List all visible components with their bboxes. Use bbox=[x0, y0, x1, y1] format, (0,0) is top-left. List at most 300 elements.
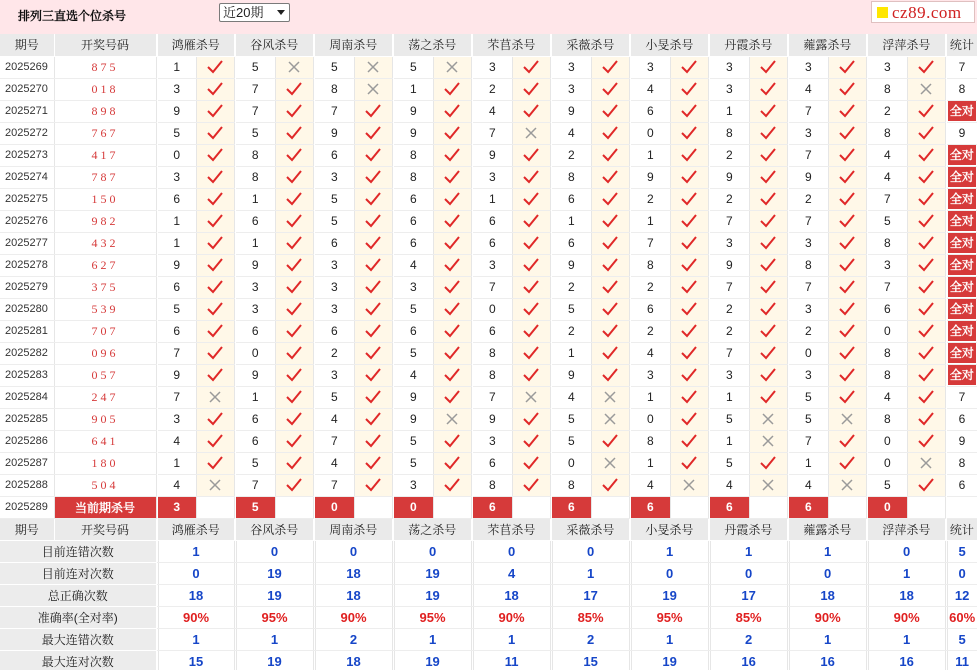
check-icon bbox=[670, 342, 708, 364]
current-kill-blank bbox=[749, 496, 787, 518]
check-icon bbox=[828, 276, 866, 298]
check-icon bbox=[275, 210, 313, 232]
period-cell: 2025277 bbox=[0, 232, 54, 254]
summary-value: 4 bbox=[473, 562, 550, 584]
check-icon bbox=[828, 144, 866, 166]
check-icon bbox=[196, 298, 234, 320]
check-icon bbox=[433, 210, 471, 232]
stat-cell bbox=[947, 276, 977, 298]
summary-value: 18 bbox=[868, 584, 945, 606]
check-icon bbox=[512, 78, 550, 100]
kill-number-cell: 2 bbox=[868, 100, 907, 122]
kill-number-cell: 8 bbox=[868, 364, 907, 386]
summary-value: 18 bbox=[315, 562, 392, 584]
stat-cell: 8 bbox=[947, 452, 977, 474]
check-icon bbox=[749, 386, 787, 408]
summary-row bbox=[0, 628, 977, 650]
winning-number-cell: 982 bbox=[54, 210, 156, 232]
kill-number-cell: 5 bbox=[552, 408, 591, 430]
check-icon bbox=[907, 144, 945, 166]
summary-value: 0 bbox=[868, 540, 945, 562]
check-icon bbox=[512, 100, 550, 122]
period-cell: 2025272 bbox=[0, 122, 54, 144]
header-expert: 谷风杀号 bbox=[236, 34, 313, 56]
check-icon bbox=[196, 78, 234, 100]
kill-number-cell: 3 bbox=[394, 276, 433, 298]
kill-number-cell: 1 bbox=[158, 56, 196, 78]
check-icon bbox=[512, 320, 550, 342]
summary-row bbox=[0, 606, 977, 628]
check-icon bbox=[828, 188, 866, 210]
table-row bbox=[0, 78, 977, 100]
site-logo[interactable] bbox=[871, 1, 975, 23]
period-cell: 2025287 bbox=[0, 452, 54, 474]
check-icon bbox=[354, 430, 392, 452]
check-icon bbox=[354, 276, 392, 298]
check-icon bbox=[275, 320, 313, 342]
summary-value: 0 bbox=[631, 562, 708, 584]
table-row bbox=[0, 232, 977, 254]
summary-value: 95% bbox=[394, 606, 471, 628]
kill-number-cell: 4 bbox=[473, 100, 512, 122]
check-icon bbox=[433, 188, 471, 210]
kill-number-cell: 5 bbox=[868, 474, 907, 496]
current-kill-number: 3 bbox=[158, 496, 196, 518]
kill-number-cell: 8 bbox=[236, 166, 275, 188]
current-period-row bbox=[0, 496, 977, 518]
kill-number-cell: 3 bbox=[710, 56, 749, 78]
kill-number-cell: 6 bbox=[631, 100, 670, 122]
summary-value: 90% bbox=[789, 606, 866, 628]
check-icon bbox=[512, 144, 550, 166]
check-icon bbox=[828, 232, 866, 254]
kill-number-cell: 9 bbox=[710, 166, 749, 188]
summary-value: 16 bbox=[710, 650, 787, 670]
check-icon bbox=[670, 408, 708, 430]
check-icon bbox=[828, 320, 866, 342]
kill-number-cell: 1 bbox=[236, 232, 275, 254]
header-expert: 蕹露杀号 bbox=[789, 34, 866, 56]
check-icon bbox=[907, 254, 945, 276]
kill-number-cell: 8 bbox=[789, 254, 828, 276]
winning-number-cell: 018 bbox=[54, 78, 156, 100]
kill-number-cell: 6 bbox=[158, 320, 196, 342]
period-cell: 2025283 bbox=[0, 364, 54, 386]
period-cell: 2025285 bbox=[0, 408, 54, 430]
top-bar bbox=[0, 0, 977, 34]
kill-number-cell: 0 bbox=[473, 298, 512, 320]
kill-number-cell: 1 bbox=[158, 210, 196, 232]
header-expert: 荡之杀号 bbox=[394, 34, 471, 56]
check-icon bbox=[749, 56, 787, 78]
kill-number-cell: 1 bbox=[631, 210, 670, 232]
check-icon bbox=[512, 210, 550, 232]
table-row bbox=[0, 166, 977, 188]
check-icon bbox=[749, 122, 787, 144]
winning-number-cell: 875 bbox=[54, 56, 156, 78]
period-range-value: 近20期 bbox=[223, 5, 264, 20]
header-expert: 芣苢杀号 bbox=[473, 518, 550, 540]
check-icon bbox=[591, 232, 629, 254]
summary-value: 1 bbox=[158, 628, 234, 650]
kill-number-cell: 1 bbox=[710, 430, 749, 452]
check-icon bbox=[591, 188, 629, 210]
check-icon bbox=[433, 122, 471, 144]
kill-number-cell: 5 bbox=[394, 56, 433, 78]
summary-value: 95% bbox=[236, 606, 313, 628]
kill-number-cell: 7 bbox=[710, 210, 749, 232]
all-correct-badge: 全对 bbox=[948, 299, 976, 319]
kill-number-cell: 1 bbox=[236, 386, 275, 408]
check-icon bbox=[354, 210, 392, 232]
check-icon bbox=[196, 408, 234, 430]
summary-value: 1 bbox=[631, 628, 708, 650]
current-kill-number: 0 bbox=[868, 496, 907, 518]
winning-number-cell: 787 bbox=[54, 166, 156, 188]
kill-number-cell: 3 bbox=[789, 122, 828, 144]
check-icon bbox=[275, 166, 313, 188]
kill-number-cell: 5 bbox=[394, 298, 433, 320]
kill-number-cell: 6 bbox=[236, 408, 275, 430]
kill-number-cell: 2 bbox=[631, 276, 670, 298]
summary-label: 最大连错次数 bbox=[0, 628, 156, 650]
kill-number-cell: 3 bbox=[868, 56, 907, 78]
check-icon bbox=[907, 232, 945, 254]
check-icon bbox=[196, 364, 234, 386]
summary-stat: 5 bbox=[947, 628, 977, 650]
check-icon bbox=[828, 342, 866, 364]
stat-cell bbox=[947, 342, 977, 364]
kill-number-cell: 5 bbox=[236, 122, 275, 144]
kill-number-cell: 3 bbox=[868, 254, 907, 276]
winning-number-cell: 641 bbox=[54, 430, 156, 452]
check-icon bbox=[670, 430, 708, 452]
all-correct-badge: 全对 bbox=[948, 365, 976, 385]
summary-value: 18 bbox=[473, 584, 550, 606]
cross-icon bbox=[196, 386, 234, 408]
check-icon bbox=[907, 386, 945, 408]
kill-number-cell: 4 bbox=[631, 474, 670, 496]
summary-value: 16 bbox=[868, 650, 945, 670]
kill-number-cell: 7 bbox=[868, 276, 907, 298]
kill-number-cell: 2 bbox=[631, 320, 670, 342]
stat-cell bbox=[947, 144, 977, 166]
kill-number-cell: 9 bbox=[473, 408, 512, 430]
check-icon bbox=[670, 386, 708, 408]
current-kill-number: 6 bbox=[552, 496, 591, 518]
kill-number-cell: 9 bbox=[552, 364, 591, 386]
check-icon bbox=[354, 166, 392, 188]
kill-number-cell: 7 bbox=[236, 78, 275, 100]
table-row bbox=[0, 210, 977, 232]
header-row bbox=[0, 34, 977, 56]
kill-number-cell: 7 bbox=[710, 342, 749, 364]
cross-icon bbox=[433, 408, 471, 430]
period-range-select[interactable] bbox=[219, 3, 290, 22]
summary-row bbox=[0, 562, 977, 584]
check-icon bbox=[196, 430, 234, 452]
kill-number-cell: 7 bbox=[710, 276, 749, 298]
check-icon bbox=[749, 452, 787, 474]
summary-value: 16 bbox=[789, 650, 866, 670]
kill-number-cell: 1 bbox=[631, 386, 670, 408]
check-icon bbox=[512, 232, 550, 254]
check-icon bbox=[907, 342, 945, 364]
kill-number-cell: 0 bbox=[789, 342, 828, 364]
check-icon bbox=[275, 188, 313, 210]
kill-number-cell: 6 bbox=[315, 232, 354, 254]
kill-number-cell: 8 bbox=[394, 166, 433, 188]
check-icon bbox=[828, 364, 866, 386]
summary-value: 1 bbox=[394, 628, 471, 650]
all-correct-badge: 全对 bbox=[948, 233, 976, 253]
kill-number-cell: 6 bbox=[868, 298, 907, 320]
check-icon bbox=[749, 100, 787, 122]
check-icon bbox=[196, 320, 234, 342]
kill-number-cell: 2 bbox=[473, 78, 512, 100]
stat-cell: 7 bbox=[947, 386, 977, 408]
check-icon bbox=[433, 320, 471, 342]
kill-number-table bbox=[0, 34, 977, 670]
summary-stat: 12 bbox=[947, 584, 977, 606]
kill-number-cell: 6 bbox=[473, 320, 512, 342]
cross-icon bbox=[433, 56, 471, 78]
all-correct-badge: 全对 bbox=[948, 277, 976, 297]
kill-number-cell: 8 bbox=[868, 122, 907, 144]
summary-label: 总正确次数 bbox=[0, 584, 156, 606]
kill-number-cell: 9 bbox=[158, 364, 196, 386]
summary-value: 1 bbox=[236, 628, 313, 650]
check-icon bbox=[749, 210, 787, 232]
check-icon bbox=[591, 474, 629, 496]
summary-value: 1 bbox=[789, 628, 866, 650]
check-icon bbox=[749, 364, 787, 386]
header-stat: 统计 bbox=[947, 34, 977, 56]
header-expert: 周南杀号 bbox=[315, 518, 392, 540]
kill-number-cell: 5 bbox=[236, 452, 275, 474]
kill-number-cell: 5 bbox=[315, 56, 354, 78]
kill-number-cell: 6 bbox=[552, 188, 591, 210]
kill-number-cell: 5 bbox=[394, 430, 433, 452]
header-expert: 谷风杀号 bbox=[236, 518, 313, 540]
check-icon bbox=[907, 364, 945, 386]
cross-icon bbox=[670, 474, 708, 496]
period-cell: 2025288 bbox=[0, 474, 54, 496]
check-icon bbox=[907, 298, 945, 320]
summary-value: 1 bbox=[631, 540, 708, 562]
kill-number-cell: 6 bbox=[236, 210, 275, 232]
check-icon bbox=[907, 210, 945, 232]
kill-number-cell: 6 bbox=[552, 232, 591, 254]
current-kill-blank bbox=[275, 496, 313, 518]
kill-number-cell: 3 bbox=[315, 298, 354, 320]
kill-number-cell: 2 bbox=[789, 320, 828, 342]
kill-number-cell: 7 bbox=[236, 474, 275, 496]
kill-number-cell: 5 bbox=[315, 386, 354, 408]
summary-value: 0 bbox=[552, 540, 629, 562]
check-icon bbox=[749, 144, 787, 166]
kill-number-cell: 2 bbox=[552, 276, 591, 298]
all-correct-badge: 全对 bbox=[948, 101, 976, 121]
summary-value: 18 bbox=[789, 584, 866, 606]
kill-number-cell: 7 bbox=[631, 232, 670, 254]
current-stat-blank bbox=[947, 496, 977, 518]
check-icon bbox=[591, 364, 629, 386]
kill-number-cell: 3 bbox=[789, 232, 828, 254]
check-icon bbox=[591, 56, 629, 78]
cross-icon bbox=[828, 474, 866, 496]
period-cell: 2025273 bbox=[0, 144, 54, 166]
kill-number-cell: 2 bbox=[552, 320, 591, 342]
kill-number-cell: 3 bbox=[158, 166, 196, 188]
cross-icon bbox=[749, 408, 787, 430]
check-icon bbox=[275, 408, 313, 430]
check-icon bbox=[749, 232, 787, 254]
kill-number-cell: 2 bbox=[710, 298, 749, 320]
table-row bbox=[0, 430, 977, 452]
check-icon bbox=[670, 254, 708, 276]
kill-number-cell: 6 bbox=[394, 320, 433, 342]
check-icon bbox=[512, 56, 550, 78]
summary-value: 85% bbox=[552, 606, 629, 628]
check-icon bbox=[828, 56, 866, 78]
summary-label: 目前连错次数 bbox=[0, 540, 156, 562]
check-icon bbox=[907, 188, 945, 210]
chevron-down-icon bbox=[277, 10, 285, 15]
header-period: 期号 bbox=[0, 518, 54, 540]
kill-number-cell: 8 bbox=[394, 144, 433, 166]
period-cell: 2025276 bbox=[0, 210, 54, 232]
kill-number-cell: 9 bbox=[789, 166, 828, 188]
check-icon bbox=[196, 452, 234, 474]
cross-icon bbox=[749, 474, 787, 496]
cross-icon bbox=[354, 56, 392, 78]
check-icon bbox=[591, 298, 629, 320]
kill-number-cell: 6 bbox=[236, 430, 275, 452]
summary-value: 0 bbox=[236, 540, 313, 562]
summary-value: 11 bbox=[473, 650, 550, 670]
kill-number-cell: 8 bbox=[552, 166, 591, 188]
check-icon bbox=[275, 430, 313, 452]
kill-number-cell: 3 bbox=[473, 166, 512, 188]
kill-number-cell: 7 bbox=[158, 342, 196, 364]
kill-number-cell: 6 bbox=[315, 144, 354, 166]
check-icon bbox=[907, 122, 945, 144]
check-icon bbox=[354, 122, 392, 144]
check-icon bbox=[354, 474, 392, 496]
check-icon bbox=[196, 166, 234, 188]
header-expert: 丹霞杀号 bbox=[710, 34, 787, 56]
kill-number-cell: 6 bbox=[394, 210, 433, 232]
kill-number-cell: 1 bbox=[236, 188, 275, 210]
kill-number-cell: 3 bbox=[710, 78, 749, 100]
check-icon bbox=[512, 474, 550, 496]
check-icon bbox=[354, 298, 392, 320]
cross-icon bbox=[591, 408, 629, 430]
kill-number-cell: 1 bbox=[631, 144, 670, 166]
check-icon bbox=[828, 210, 866, 232]
table-row bbox=[0, 342, 977, 364]
header-period: 期号 bbox=[0, 34, 54, 56]
check-icon bbox=[591, 276, 629, 298]
header-expert: 浮萍杀号 bbox=[868, 518, 945, 540]
check-icon bbox=[591, 144, 629, 166]
kill-number-cell: 0 bbox=[552, 452, 591, 474]
check-icon bbox=[749, 342, 787, 364]
summary-value: 19 bbox=[394, 650, 471, 670]
check-icon bbox=[512, 364, 550, 386]
summary-value: 1 bbox=[868, 628, 945, 650]
summary-row bbox=[0, 540, 977, 562]
logo-square-icon bbox=[877, 7, 888, 18]
check-icon bbox=[591, 166, 629, 188]
check-icon bbox=[512, 298, 550, 320]
winning-number-cell: 150 bbox=[54, 188, 156, 210]
kill-number-cell: 7 bbox=[789, 210, 828, 232]
kill-number-cell: 6 bbox=[236, 320, 275, 342]
table-row bbox=[0, 188, 977, 210]
kill-number-cell: 3 bbox=[236, 298, 275, 320]
summary-stat: 60% bbox=[947, 606, 977, 628]
summary-value: 19 bbox=[236, 650, 313, 670]
kill-number-cell: 0 bbox=[158, 144, 196, 166]
summary-value: 90% bbox=[473, 606, 550, 628]
winning-number-cell: 627 bbox=[54, 254, 156, 276]
check-icon bbox=[275, 298, 313, 320]
header-expert: 采薇杀号 bbox=[552, 518, 629, 540]
check-icon bbox=[433, 276, 471, 298]
check-icon bbox=[275, 144, 313, 166]
kill-number-cell: 3 bbox=[552, 78, 591, 100]
header-expert: 采薇杀号 bbox=[552, 34, 629, 56]
kill-number-cell: 4 bbox=[315, 408, 354, 430]
kill-number-cell: 9 bbox=[473, 144, 512, 166]
check-icon bbox=[512, 430, 550, 452]
kill-number-cell: 3 bbox=[315, 166, 354, 188]
kill-number-cell: 3 bbox=[158, 408, 196, 430]
header-expert: 周南杀号 bbox=[315, 34, 392, 56]
kill-number-cell: 4 bbox=[789, 78, 828, 100]
check-icon bbox=[749, 276, 787, 298]
kill-number-cell: 3 bbox=[158, 78, 196, 100]
kill-number-cell: 3 bbox=[710, 232, 749, 254]
kill-number-cell: 7 bbox=[789, 144, 828, 166]
kill-number-cell: 0 bbox=[868, 452, 907, 474]
check-icon bbox=[670, 100, 708, 122]
kill-number-cell: 6 bbox=[473, 210, 512, 232]
kill-number-cell: 9 bbox=[394, 386, 433, 408]
stat-cell bbox=[947, 210, 977, 232]
kill-number-cell: 4 bbox=[631, 78, 670, 100]
kill-number-cell: 4 bbox=[552, 122, 591, 144]
stat-cell bbox=[947, 298, 977, 320]
kill-number-cell: 7 bbox=[158, 386, 196, 408]
check-icon bbox=[354, 254, 392, 276]
current-kill-blank bbox=[670, 496, 708, 518]
kill-number-cell: 3 bbox=[552, 56, 591, 78]
page-title: 排列三直选个位杀号 bbox=[18, 9, 127, 23]
stat-cell bbox=[947, 320, 977, 342]
kill-number-cell: 3 bbox=[789, 364, 828, 386]
kill-number-cell: 9 bbox=[158, 100, 196, 122]
table-row bbox=[0, 144, 977, 166]
kill-number-cell: 1 bbox=[158, 232, 196, 254]
all-correct-badge: 全对 bbox=[948, 343, 976, 363]
winning-number-cell: 898 bbox=[54, 100, 156, 122]
check-icon bbox=[828, 386, 866, 408]
check-icon bbox=[275, 232, 313, 254]
summary-value: 1 bbox=[552, 562, 629, 584]
